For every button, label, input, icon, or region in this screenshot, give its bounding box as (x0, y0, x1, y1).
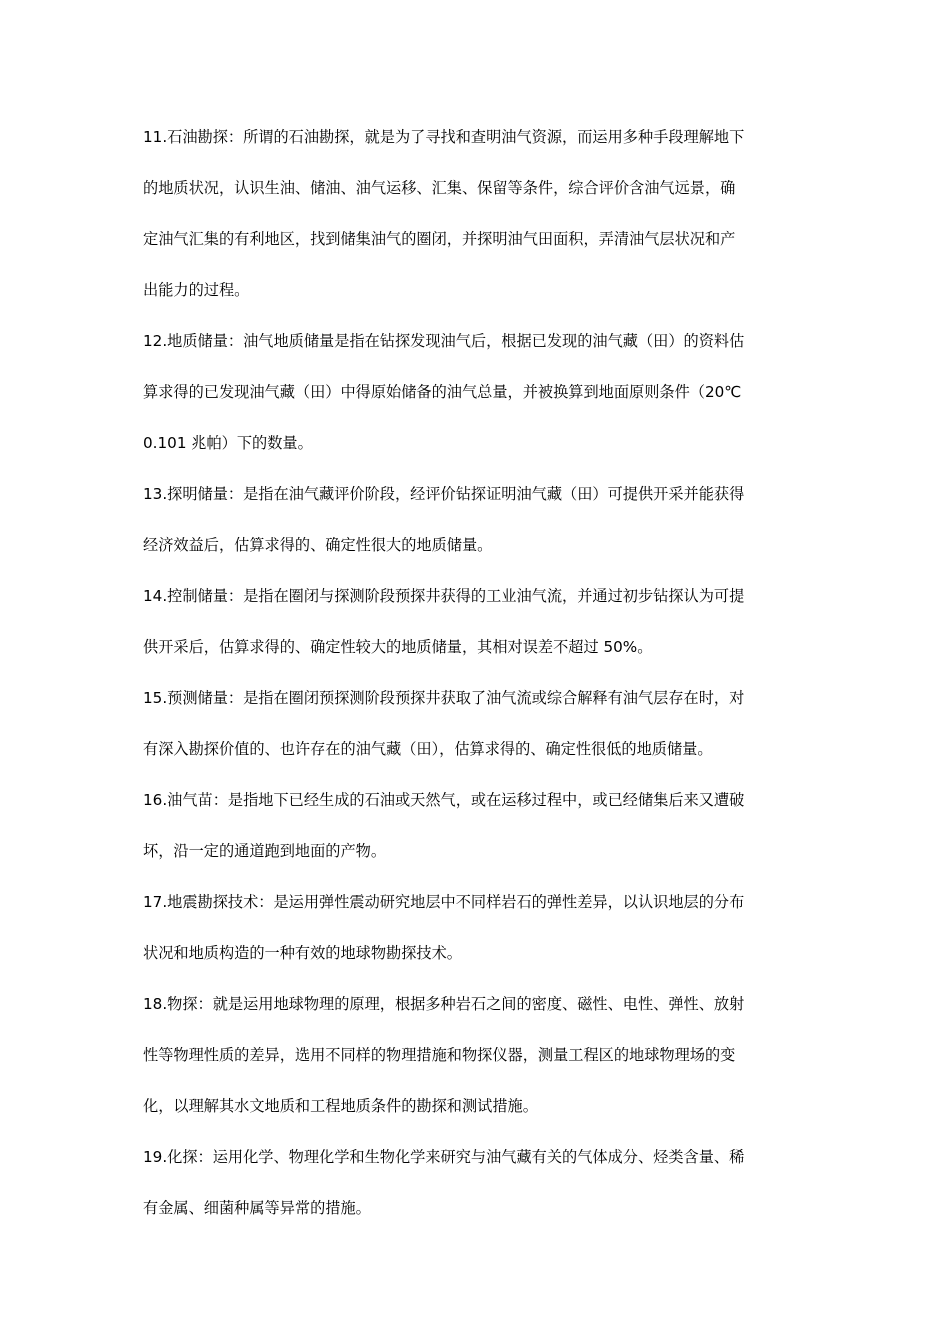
text-line: 化，以理解其水文地质和工程地质条件的勘探和测试措施。 (143, 1097, 538, 1115)
text-line: 有金属、细菌种属等异常的措施。 (143, 1199, 371, 1217)
text-line: 17.地震勘探技术：是运用弹性震动研究地层中不同样岩石的弹性差异，以认识地层的分布 (143, 893, 745, 911)
text-line: 的地质状况，认识生油、储油、油气运移、汇集、保留等条件，综合评价含油气远景，确 (143, 179, 736, 197)
text-line: 有深入勘探价值的、也许存在的油气藏（田），估算求得的、确定性很低的地质储量。 (143, 740, 713, 758)
text-line: 算求得的已发现油气藏（田）中得原始储备的油气总量，并被换算到地面原则条件（20℃ (143, 383, 742, 401)
text-line: 15.预测储量：是指在圈闭预探测阶段预探井获取了油气流或综合解释有油气层存在时，对 (143, 689, 745, 707)
text-line: 定油气汇集的有利地区，找到储集油气的圈闭，并探明油气田面积，弄清油气层状况和产 (143, 230, 736, 248)
paragraph-11-oil-exploration (143, 112, 811, 316)
paragraph-17-seismic-exploration (143, 877, 811, 979)
text-line: 出能力的过程。 (143, 281, 250, 299)
paragraph-15-predicted-reserves (143, 673, 811, 775)
text-line: 经济效益后，估算求得的、确定性很大的地质储量。 (143, 536, 493, 554)
text-line: 12.地质储量：油气地质储量是指在钻探发现油气后，根据已发现的油气藏（田）的资料估 (143, 332, 745, 350)
text-line: 供开采后，估算求得的、确定性较大的地质储量，其相对误差不超过 50%。 (143, 638, 653, 656)
text-line: 16.油气苗：是指地下已经生成的石油或天然气，或在运移过程中，或已经储集后来又遭破 (143, 791, 745, 809)
document-body (143, 112, 811, 1234)
text-line: 0.101 兆帕）下的数量。 (143, 434, 313, 452)
paragraph-19-geochemical-exploration (143, 1132, 811, 1234)
paragraph-18-geophysical-exploration (143, 979, 811, 1132)
text-line: 18.物探：就是运用地球物理的原理，根据多种岩石之间的密度、磁性、电性、弹性、放射 (143, 995, 745, 1013)
text-line: 11.石油勘探：所谓的石油勘探，就是为了寻找和查明油气资源，而运用多种手段理解地下 (143, 128, 745, 146)
paragraph-16-oil-gas-seeps (143, 775, 811, 877)
text-line: 状况和地质构造的一种有效的地球物勘探技术。 (143, 944, 462, 962)
paragraph-12-geological-reserves (143, 316, 811, 469)
paragraph-13-proven-reserves (143, 469, 811, 571)
text-line: 14.控制储量：是指在圈闭与探测阶段预探井获得的工业油气流，并通过初步钻探认为可提 (143, 587, 745, 605)
text-line: 坏，沿一定的通道跑到地面的产物。 (143, 842, 386, 860)
paragraph-14-controlled-reserves (143, 571, 811, 673)
text-line: 19.化探：运用化学、物理化学和生物化学来研究与油气藏有关的气体成分、烃类含量、稀 (143, 1148, 745, 1166)
text-line: 13.探明储量：是指在油气藏评价阶段，经评价钻探证明油气藏（田）可提供开采并能获得 (143, 485, 745, 503)
text-line: 性等物理性质的差异，选用不同样的物理措施和物探仪器，测量工程区的地球物理场的变 (143, 1046, 736, 1064)
